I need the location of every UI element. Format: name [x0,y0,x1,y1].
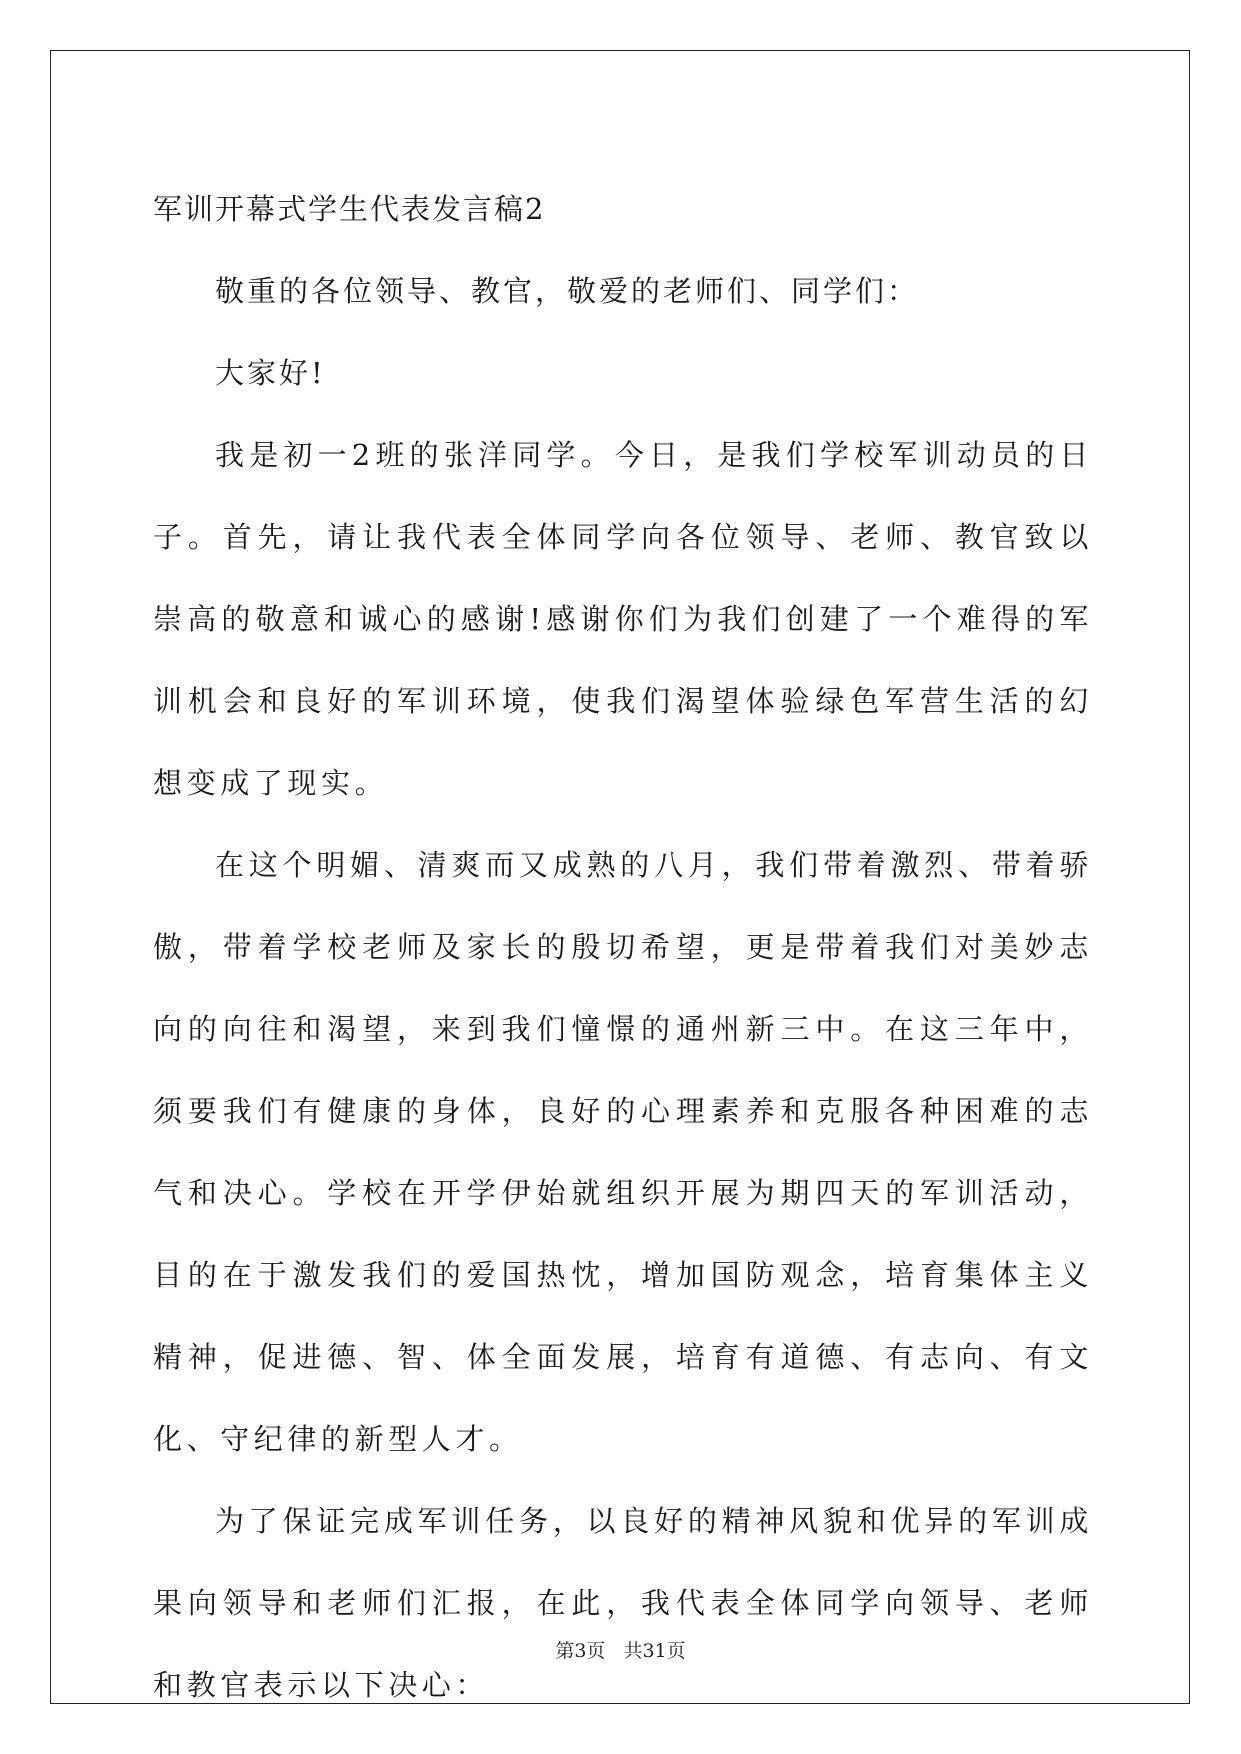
page-footer [0,1636,1241,1663]
document-title: 军训开幕式学生代表发言稿2 [153,192,546,226]
paragraph-greeting: 敬重的各位领导、教官，敬爱的老师们、同学们： [215,274,920,308]
document-body [153,168,1093,1726]
paragraph-resolve: 为了保证完成军训任务，以良好的精神风貌和优异的军训成果向领导和老师们汇报，在此，我代表全体同学向领导、老师和教官表示以下决心： [153,1504,1093,1702]
page-total: 共31页 [623,1640,686,1662]
paragraph-intro: 我是初一2班的张洋同学。今日，是我们学校军训动员的日子。首先，请让我代表全体同学向各位领导、老师、教官致以崇高的敬意和诚心的感谢!感谢你们为我们创建了一个难得的军训机会和良好的军训环境，使我们渴望体验绿色军营生活的幻想变成了现实。 [153,438,1093,800]
page-number: 第3页 [555,1640,606,1662]
paragraph-hello: 大家好! [215,356,326,390]
paragraph-august: 在这个明媚、清爽而又成熟的八月，我们带着激烈、带着骄傲，带着学校老师及家长的殷切希望，更是带着我们对美妙志向的向往和渴望，来到我们憧憬的通州新三中。在这三年中，须要我们有健康的身体，良好的心理素养和克服各种困难的志气和决心。学校在开学伊始就组织开展为期四天的军训活动，目的在于激发我们的爱国热忱，增加国防观念，培育集体主义精神，促进德、智、体全面发展，培育有道德、有志向、有文化、守纪律的新型人才。 [153,848,1093,1456]
